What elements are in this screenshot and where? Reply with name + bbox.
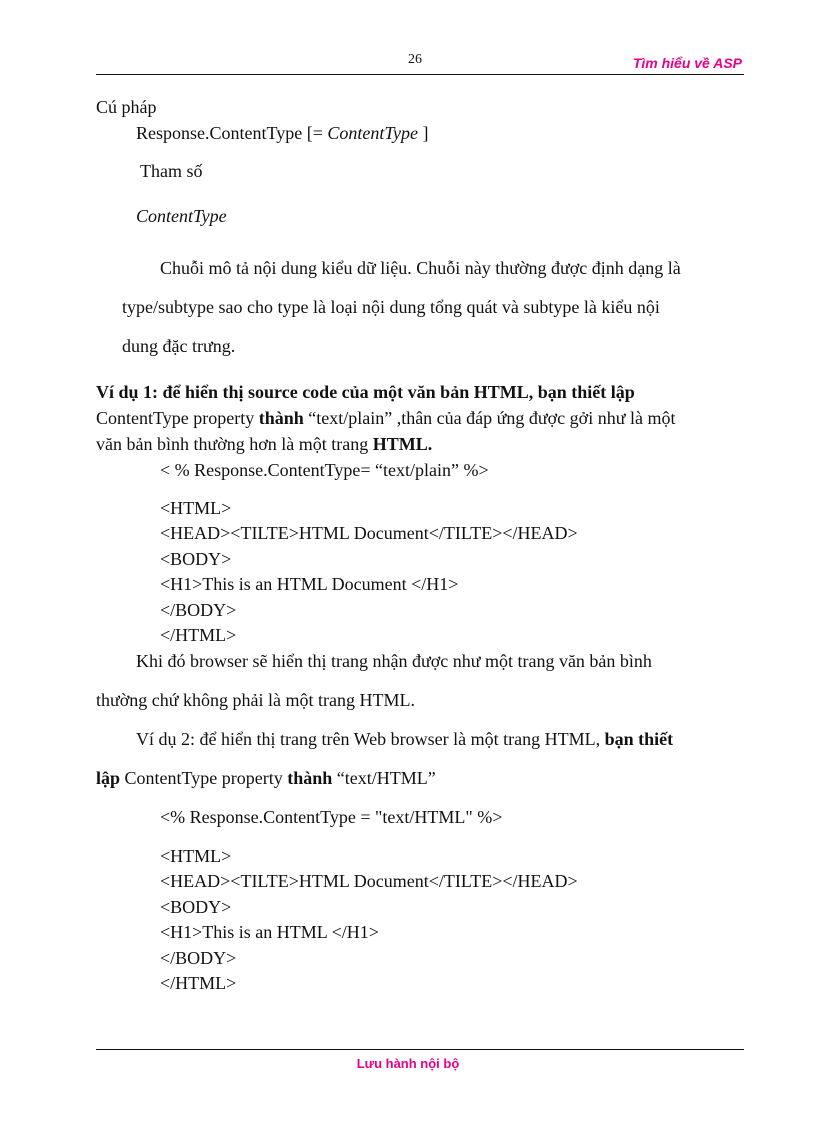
ex1-line2-c: “text/plain” ,thân của đáp ứng được gởi như là một <box>303 408 676 428</box>
params-heading: Tham số <box>140 161 203 181</box>
ex2-line1-b: bạn thiết <box>604 729 674 749</box>
code-1-line: <HEAD><TILTE>HTML Document</TILTE></HEAD> <box>160 523 578 543</box>
code-1-line: <HTML> <box>160 498 232 518</box>
code-1-line: <BODY> <box>160 549 232 569</box>
ex1-line2-b: thành <box>258 408 304 428</box>
code-2-line: <H1>This is an HTML </H1> <box>160 922 379 942</box>
syntax-heading: Cú pháp <box>96 97 157 117</box>
code-1-line: <H1>This is an HTML Document </H1> <box>160 574 459 594</box>
page-number: 26 <box>408 52 422 67</box>
example-1-title: Ví dụ 1: để hiển thị source code của một văn bản HTML, bạn thiết lập <box>96 382 635 402</box>
example-2-line-2 <box>96 767 436 789</box>
example-2-line-1 <box>136 728 673 750</box>
desc-line-2: type/subtype sao cho type là loại nội dung tổng quát và subtype là kiểu nội <box>122 297 660 317</box>
ex1-line2-a: ContentType property <box>96 408 259 428</box>
code-2-line: <BODY> <box>160 897 232 917</box>
ex2-line1-a: Ví dụ 2: để hiển thị trang trên Web browser là một trang HTML, <box>136 729 605 749</box>
desc-line-1: Chuỗi mô tả nội dung kiểu dữ liệu. Chuỗi này thường được định dạng là <box>160 258 681 278</box>
after-1-line-2: thường chứ không phải là một trang HTML. <box>96 690 415 710</box>
footer-rule <box>96 1049 744 1050</box>
after-1-line-1: Khi đó browser sẽ hiển thị trang nhận được như một trang văn bản bình <box>136 651 652 671</box>
header-title: Tìm hiểu về ASP <box>632 55 742 71</box>
header-rule <box>96 74 744 75</box>
code-1-line: </HTML> <box>160 625 237 645</box>
code-2-line: <HEAD><TILTE>HTML Document</TILTE></HEAD> <box>160 871 578 891</box>
syntax-param: ContentType <box>327 123 419 143</box>
code-2-line: </HTML> <box>160 973 237 993</box>
example-1-line-3 <box>96 433 432 455</box>
ex2-line2-c: thành <box>287 768 333 788</box>
syntax-line <box>136 122 429 144</box>
ex2-line2-b: ContentType property <box>120 768 288 788</box>
ex1-line3-b: HTML. <box>372 434 433 454</box>
code-2-line: </BODY> <box>160 948 237 968</box>
ex2-line2-d: “text/HTML” <box>332 768 436 788</box>
footer-text: Lưu hành nội bộ <box>356 1056 460 1071</box>
example-1-line-2 <box>96 407 675 429</box>
code-2-line: <HTML> <box>160 846 232 866</box>
code-1-line: < % Response.ContentType= “text/plain” %> <box>160 460 489 480</box>
ex2-line2-a: lập <box>96 768 121 788</box>
ex1-line3-a: văn bản bình thường hơn là một trang <box>96 434 373 454</box>
desc-line-3: dung đặc trưng. <box>122 336 236 356</box>
syntax-prefix: Response.ContentType [= <box>136 123 328 143</box>
code-2-line: <% Response.ContentType = "text/HTML" %> <box>160 807 503 827</box>
syntax-suffix: ] <box>418 123 429 143</box>
param-name: ContentType <box>136 206 227 226</box>
code-1-line: </BODY> <box>160 600 237 620</box>
